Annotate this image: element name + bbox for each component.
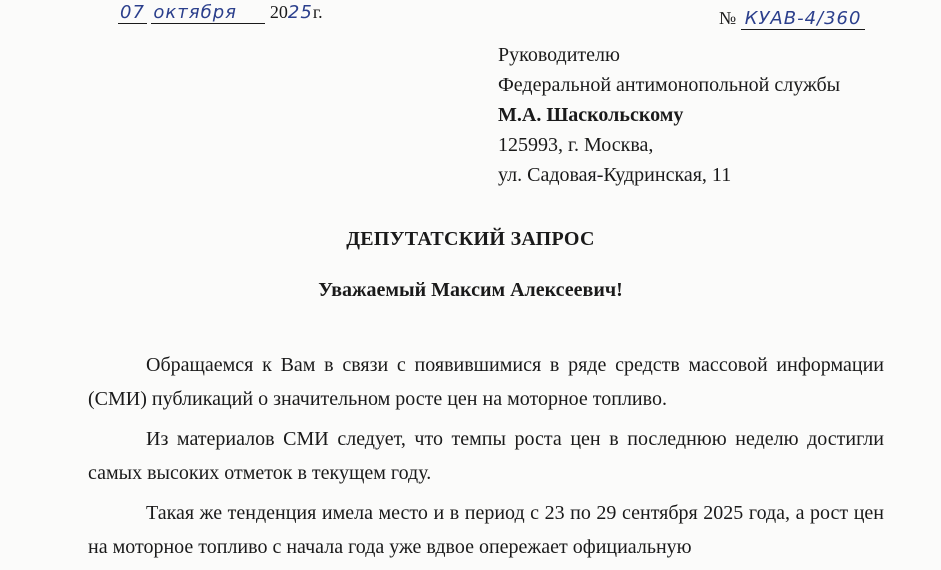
- addressee-position: Руководителю: [498, 44, 620, 66]
- document-number: [719, 8, 865, 30]
- date-month: октября: [151, 2, 265, 24]
- body-text: [88, 348, 884, 570]
- document-title: ДЕПУТАТСКИЙ ЗАПРОС: [346, 228, 595, 250]
- addressee-address-city: 125993, г. Москва,: [498, 134, 654, 156]
- date-suffix: г.: [312, 2, 323, 22]
- paragraph-1: Обращаемся к Вам в связи с появившимися в ряде средств массовой информации (СМИ) публикаций о значительном росте цен на моторное топливо.: [88, 354, 884, 410]
- addressee-block: [498, 40, 840, 190]
- number-value: КУАВ-4/360: [741, 8, 866, 30]
- date-year-suffix: 25: [287, 2, 313, 23]
- addressee-name: М.А. Шаскольскому: [498, 104, 684, 126]
- addressee-organization: Федеральной антимонопольной службы: [498, 74, 841, 96]
- salutation: Уважаемый Максим Алексеевич!: [318, 279, 623, 301]
- date-day: 07: [120, 2, 145, 23]
- document-date: [118, 2, 323, 24]
- addressee-address-street: ул. Садовая-Кудринская, 11: [498, 164, 732, 186]
- number-prefix: №: [719, 8, 737, 28]
- paragraph-3: Такая же тенденция имела место и в период с 23 по 29 сентября 2025 года, а рост цен на моторное топливо с начала года уже вдвое опережает официальную: [88, 502, 884, 558]
- date-year-prefix: 20: [269, 2, 288, 22]
- paragraph-2: Из материалов СМИ следует, что темпы роста цен в последнюю неделю достигли самых высоких отметок в текущем году.: [88, 428, 884, 484]
